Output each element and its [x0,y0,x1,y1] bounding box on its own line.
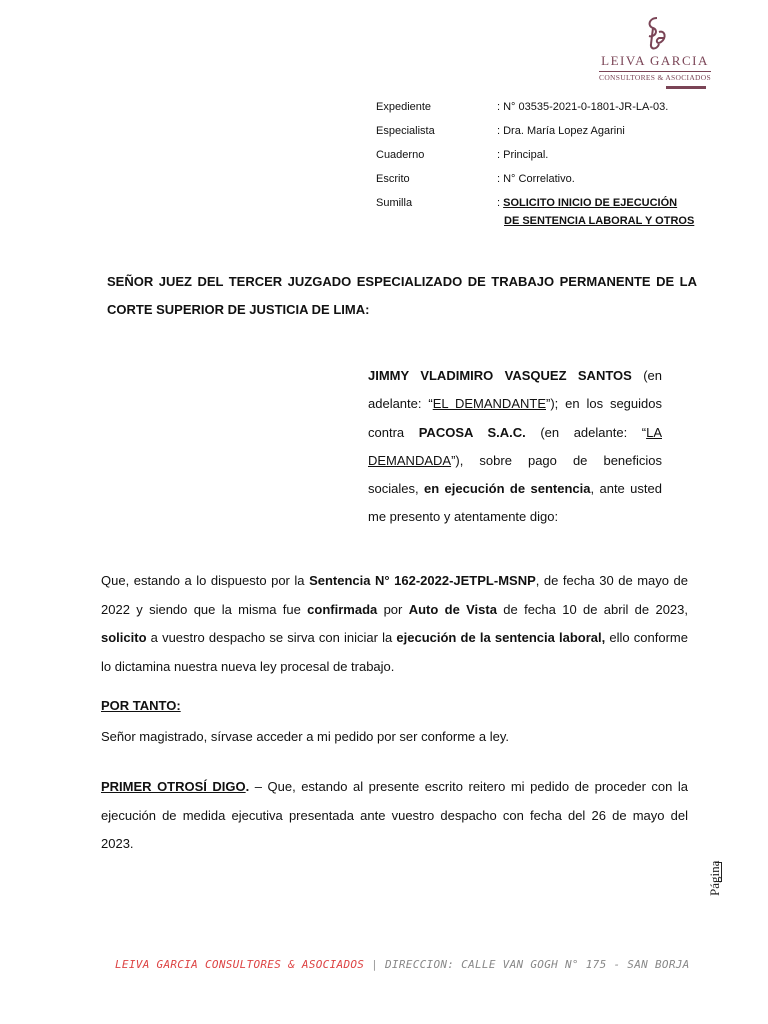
plaintiff-name: JIMMY VLADIMIRO VASQUEZ SANTOS [368,368,632,383]
addressee: SEÑOR JUEZ DEL TERCER JUZGADO ESPECIALIZADO DE TRABAJO PERMANENTE DE LA CORTE SUPERIOR DE JUSTICIA DE LIMA: [107,274,697,317]
introduction-text [368,362,662,532]
introduction-paragraph [368,362,662,532]
sentencia-ref: Sentencia N° 162-2022-JETPL-MSNP [309,573,536,588]
otrosi-heading: PRIMER OTROSÍ DIGO [101,779,246,794]
especialista-row [376,125,694,149]
intro-text-5: , ante usted me presento y atentamente digo: [368,481,662,525]
solicito: solicito [101,630,147,645]
intro-text-3: (en adelante: “ [525,424,647,440]
p1-text-1: Que, estando a lo dispuesto por la [101,573,310,588]
confirmada: confirmada [307,601,378,617]
otrosi-dot: . [245,779,250,794]
p1-text-6: ello conforme lo dictamina nuestra nueva ley procesal de trabajo. [101,630,688,674]
auto-de-vista: Auto de Vista [408,601,497,617]
page-label: Página [707,860,722,896]
cuaderno-row [376,149,694,173]
cuaderno-value: : Principal. [497,149,549,161]
la-demandada: LA DEMANDADA [368,424,662,468]
expediente-row [376,101,694,125]
sumilla-line2: DE SENTENCIA LABORAL Y OTROS [504,215,695,227]
page-number-marker [699,858,729,898]
expediente-value: : N° 03535-2021-0-1801-JR-LA-03. [497,101,669,113]
logo-subtitle: CONSULTORES & ASOCIADOS [599,73,711,82]
firm-logo [590,14,720,84]
footer-separator: | [364,958,385,971]
escrito-label: Escrito [376,173,410,185]
intro-text-4: ”), sobre pago de beneficios sociales, [368,452,662,497]
sumilla-label: Sumilla [376,197,413,209]
petition-line: Señor magistrado, sírvase acceder a mi pedido por ser conforme a ley. [101,729,510,744]
especialista-label: Especialista [376,125,435,137]
ejecucion-sentencia: ejecución de la sentencia laboral, [396,630,606,645]
footer-address: DIRECCION: CALLE VAN GOGH N° 175 - SAN BORJA [385,958,690,971]
footer [115,958,690,971]
footer-firm: LEIVA GARCIA CONSULTORES & ASOCIADOS [115,958,365,971]
por-tanto-heading: POR TANTO: [101,698,181,713]
sumilla-line1: SOLICITO INICIO DE EJECUCIÓN [503,197,678,209]
el-demandante: EL DEMANDANTE [432,396,546,412]
intro-text-2: ”); en los seguidos contra [368,396,662,440]
main-paragraph [101,567,688,681]
sumilla-colon: : [497,197,501,209]
intro-text-1: (en adelante: “ [368,368,662,412]
monogram-icon [635,14,675,54]
escrito-row [376,173,694,197]
case-header [376,101,694,227]
company-name: PACOSA S.A.C. [418,424,526,440]
otrosi-paragraph [101,773,688,859]
cuaderno-label: Cuaderno [376,149,425,161]
logo-name: LEIVA GARCIA [601,53,709,68]
escrito-value: : N° Correlativo. [497,173,575,185]
p1-text-4: de fecha 10 de abril de 2023, [496,601,688,617]
intro-ejecucion: en ejecución de sentencia [423,481,591,497]
page-bracket-icon [715,862,722,882]
p1-text-3: por [377,601,409,617]
expediente-label: Expediente [376,101,432,113]
otrosi-text: – Que, estando al presente escrito reitero mi pedido de proceder con la ejecución de medida ejecutiva presentada ante vuestro despacho con fecha del 26 de mayo del 2023. [101,779,689,851]
logo-bar [666,86,706,89]
especialista-value: : Dra. María Lopez Agarini [497,125,625,137]
p1-text-2: , de fecha 30 de mayo de 2022 y siendo que la misma fue [101,573,688,617]
p1-text-5: a vuestro despacho se sirva con iniciar la [146,630,397,645]
